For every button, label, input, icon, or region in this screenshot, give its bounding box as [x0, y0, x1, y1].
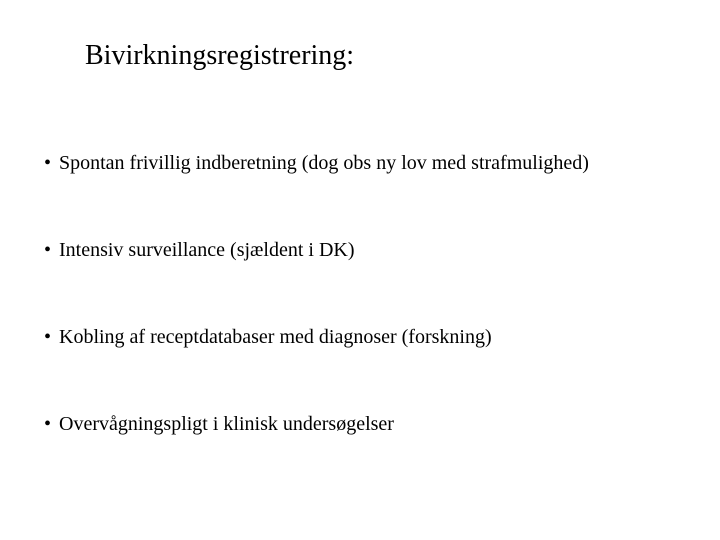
bullet-icon: • — [44, 326, 52, 348]
bullet-item — [44, 148, 589, 235]
bullet-icon: • — [44, 239, 52, 261]
bullet-text: Overvågningspligt i klinisk undersøgelser — [59, 413, 394, 435]
slide-title: Bivirkningsregistrering: — [85, 40, 355, 71]
bullet-icon: • — [44, 152, 52, 174]
bullet-icon: • — [44, 413, 52, 435]
bullet-item — [44, 235, 589, 322]
bullet-text: Spontan frivillig indberetning (dog obs ny lov med strafmulighed) — [59, 152, 589, 174]
bullet-text: Intensiv surveillance (sjældent i DK) — [59, 239, 355, 261]
bullet-item — [44, 409, 589, 496]
bullet-list — [44, 148, 589, 496]
bullet-text: Kobling af receptdatabaser med diagnoser (forskning) — [59, 326, 492, 348]
bullet-item — [44, 322, 589, 409]
